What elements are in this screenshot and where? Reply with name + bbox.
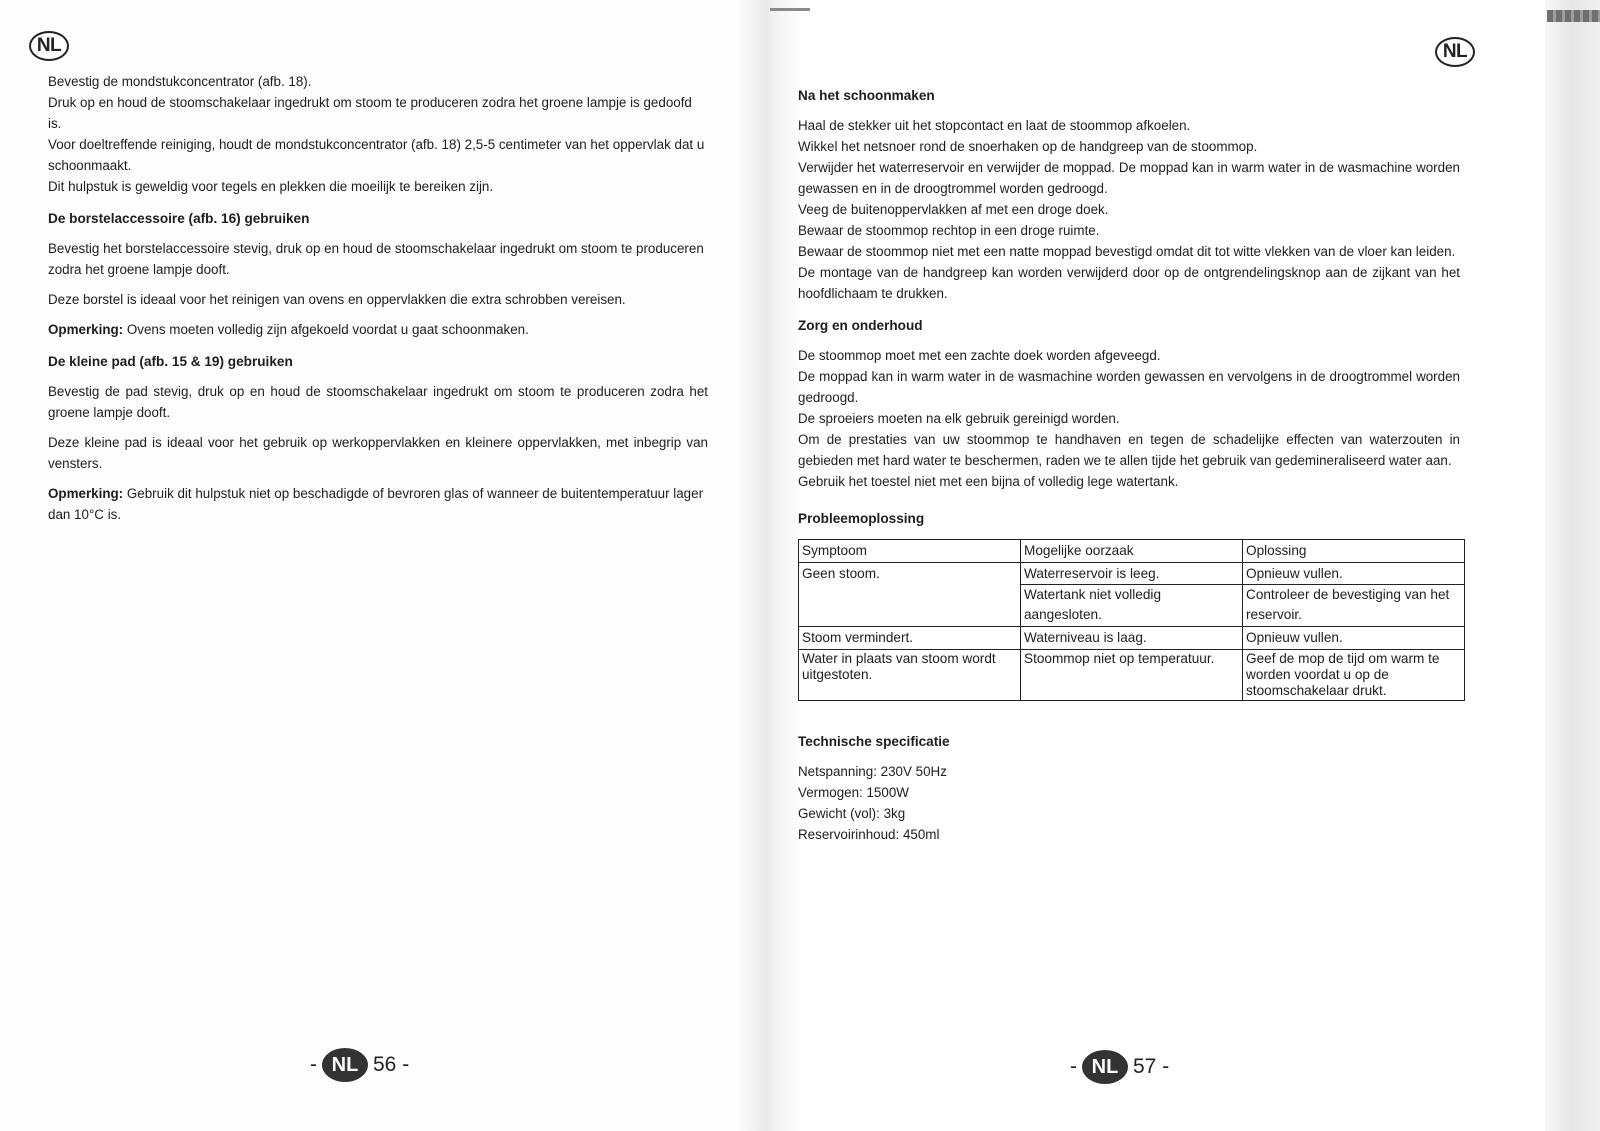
footer-dash: -: [1070, 1055, 1077, 1078]
care-line: De moppad kan in warm water in de wasmachine worden gewassen en vervolgens in de droogtrommel worden gedroogd.: [798, 369, 1460, 405]
page-gutter: [740, 0, 800, 1131]
after-line: Bewaar de stoommop niet met een natte moppad bevestigd omdat dit tot witte vlekken van de vloer kan leiden.: [798, 244, 1456, 259]
care-line: De sproeiers moeten na elk gebruik gereinigd worden.: [798, 411, 1120, 426]
after-cleaning-heading: Na het schoonmaken: [798, 88, 935, 103]
page-footer-right: [1070, 1050, 1169, 1084]
intro-line: Bevestig de mondstukconcentrator (afb. 18).: [48, 74, 312, 89]
table-row: [799, 627, 1465, 650]
spec-line: Vermogen: 1500W: [798, 785, 909, 800]
table-row: [799, 650, 1465, 701]
pad-heading: De kleine pad (afb. 15 & 19) gebruiken: [48, 354, 293, 369]
solution-cell: [1243, 563, 1465, 627]
care-line: De stoommop moet met een zachte doek worden afgeveegd.: [798, 348, 1161, 363]
brush-paragraph: Deze borstel is ideaal voor het reinigen van ovens en oppervlakken die extra schrobben vereisen.: [48, 292, 626, 307]
pad-paragraph: Deze kleine pad is ideaal voor het gebruik op werkoppervlakken en kleinere oppervlakken, met inbegrip van vensters.: [48, 435, 708, 471]
after-line: De montage van de handgreep kan worden verwijderd door op de ontgrendelingsknop aan de zijkant van het hoofdlichaam te drukken.: [798, 265, 1460, 301]
nl-language-badge-right: NL: [1435, 37, 1475, 67]
brush-paragraph: Bevestig het borstelaccessoire stevig, druk op en houd de stoomschakelaar ingedrukt om stoom te produceren zodra het groene lampje dooft.: [48, 241, 704, 277]
page-number: 56: [373, 1053, 397, 1076]
footer-dash: -: [310, 1053, 317, 1076]
note-label: Opmerking:: [48, 486, 124, 501]
note-label: Opmerking:: [48, 322, 124, 337]
after-line: Veeg de buitenoppervlakken af met een droge doek.: [798, 202, 1109, 217]
table-row: [799, 563, 1465, 627]
pad-note: [48, 483, 708, 525]
cause-cell: Waterniveau is laag.: [1021, 627, 1243, 650]
page-edge-mark: [1547, 10, 1600, 22]
solution-cell: Opnieuw vullen.: [1243, 627, 1465, 650]
after-line: Wikkel het netsnoer rond de snoerhaken op de handgreep van de stoommop.: [798, 139, 1258, 154]
care-line: Gebruik het toestel niet met een bijna of volledig lege watertank.: [798, 474, 1179, 489]
page-number: 57: [1133, 1055, 1157, 1078]
solution-line: Controleer de bevestiging van het reservoir.: [1243, 584, 1464, 625]
care-line: Om de prestaties van uw stoommop te handhaven en tegen de schadelijke effecten van waterzouten in gebieden met hard water te beschermen, raden we te allen tijde het gebruik van gedemineraliseerd water aan.: [798, 432, 1460, 468]
spec-line: Netspanning: 230V 50Hz: [798, 764, 947, 779]
footer-dash: -: [396, 1053, 410, 1076]
nl-pill-icon: NL: [322, 1048, 368, 1082]
note-text: Ovens moeten volledig zijn afgekoeld voordat u gaat schoonmaken.: [123, 322, 529, 337]
troubleshooting-table: [798, 539, 1465, 701]
intro-line: Druk op en houd de stoomschakelaar ingedrukt om stoom te produceren zodra het groene lampje is gedoofd is.: [48, 95, 692, 131]
footer-dash: -: [1156, 1055, 1170, 1078]
nl-language-badge-left: NL: [29, 31, 69, 61]
left-column: [48, 71, 708, 525]
nl-pill-icon: NL: [1082, 1050, 1128, 1084]
note-text: Gebruik dit hulpstuk niet op beschadigde of bevroren glas of wanneer de buitentemperatuur lager dan 10°C is.: [48, 486, 704, 522]
after-line: Haal de stekker uit het stopcontact en laat de stoommop afkoelen.: [798, 118, 1191, 133]
pad-paragraph: Bevestig de pad stevig, druk op en houd de stoomschakelaar ingedrukt om stoom te produceren zodra het groene lampje dooft.: [48, 384, 708, 420]
care-heading: Zorg en onderhoud: [798, 318, 923, 333]
after-line: Verwijder het waterreservoir en verwijder de moppad. De moppad kan in warm water in de wasmachine worden gewassen en in de droogtrommel worden gedroogd.: [798, 160, 1460, 196]
brush-heading: De borstelaccessoire (afb. 16) gebruiken: [48, 211, 310, 226]
cause-line: Watertank niet volledig aangesloten.: [1021, 584, 1242, 625]
table-header-row: [799, 540, 1465, 563]
intro-line: Voor doeltreffende reiniging, houdt de mondstukconcentrator (afb. 18) 2,5-5 centimeter van het oppervlak dat u schoonmaakt.: [48, 137, 705, 173]
cause-cell: [1021, 563, 1243, 627]
table-header-cell: Oplossing: [1243, 540, 1465, 563]
cause-line: Waterreservoir is leeg.: [1024, 566, 1160, 581]
solution-cell: Geef de mop de tijd om warm te worden voordat u op de stoomschakelaar drukt.: [1243, 650, 1465, 701]
specs-heading: Technische specificatie: [798, 734, 950, 749]
symptom-cell: Stoom vermindert.: [799, 627, 1021, 650]
spec-line: Gewicht (vol): 3kg: [798, 806, 906, 821]
right-column: [798, 85, 1460, 845]
intro-line: Dit hulpstuk is geweldig voor tegels en plekken die moeilijk te bereiken zijn.: [48, 179, 494, 194]
solution-line: Opnieuw vullen.: [1246, 566, 1343, 581]
brush-note: [48, 319, 708, 340]
table-header-cell: Mogelijke oorzaak: [1021, 540, 1243, 563]
gutter-mark: [770, 8, 810, 11]
spec-line: Reservoirinhoud: 450ml: [798, 827, 940, 842]
table-header-cell: Symptoom: [799, 540, 1021, 563]
page-edge: [1545, 0, 1600, 1131]
symptom-cell: Geen stoom.: [799, 563, 1021, 627]
after-line: Bewaar de stoommop rechtop in een droge ruimte.: [798, 223, 1100, 238]
page-footer-left: [310, 1048, 409, 1082]
symptom-cell: Water in plaats van stoom wordt uitgestoten.: [799, 650, 1021, 701]
troubleshooting-heading: Probleemoplossing: [798, 511, 925, 526]
cause-cell: Stoommop niet op temperatuur.: [1021, 650, 1243, 701]
